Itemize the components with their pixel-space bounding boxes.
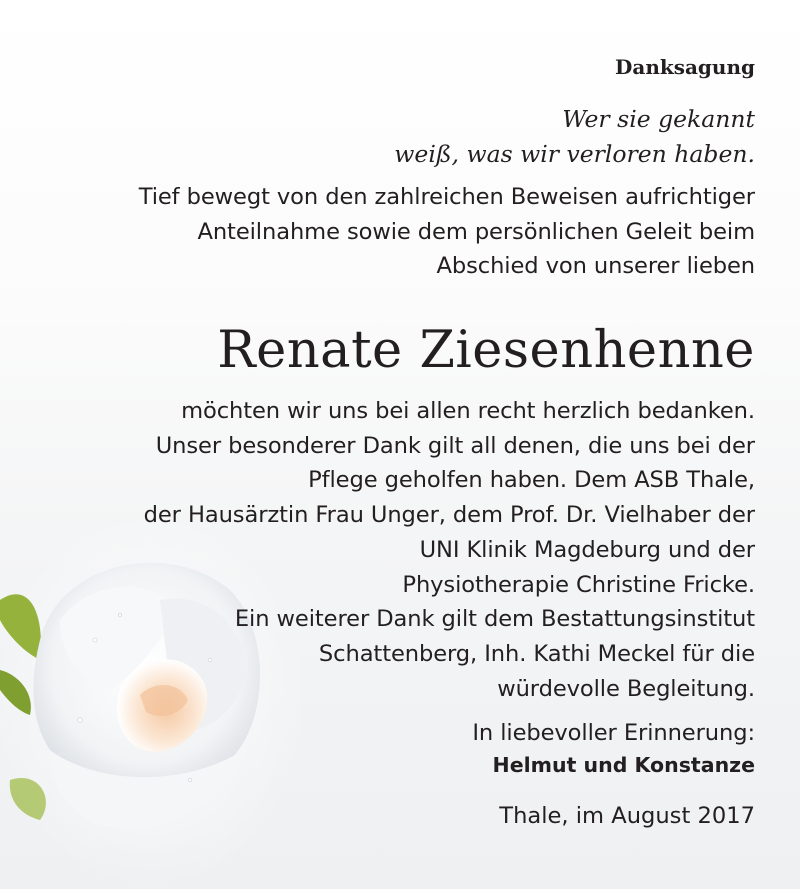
intro-line: Tief bewegt von den zahlreichen Beweisen aufrichtiger <box>138 184 755 210</box>
closing-line: In liebevoller Erinnerung: <box>472 720 755 746</box>
motto-line: weiß, was wir verloren haben. <box>394 140 755 168</box>
intro-paragraph <box>139 180 755 284</box>
thanks-line: der Hausärztin Frau Unger, dem Prof. Dr. Vielhaber der <box>143 502 755 529</box>
thanks-line: Physiotherapie Christine Fricke. <box>402 571 755 598</box>
intro-line: Abschied von unserer lieben <box>436 253 755 280</box>
thanks-line: würdevolle Begleitung. <box>497 675 755 702</box>
thanks-paragraph <box>144 394 755 706</box>
intro-line: Anteilnahme sowie dem persönlichen Geleit beim <box>197 218 755 245</box>
thanks-line: Pflege geholfen haben. Dem ASB Thale, <box>308 467 755 494</box>
thanks-line: möchten wir uns bei allen recht herzlich bedanken. <box>181 398 755 424</box>
signature-names: Helmut und Konstanze <box>492 753 755 777</box>
notice-heading: Danksagung <box>615 55 755 79</box>
thanks-line: Schattenberg, Inh. Kathi Meckel für die <box>318 640 755 667</box>
thanks-line: Ein weiterer Dank gilt dem Bestattungsinstitut <box>234 606 755 633</box>
place-date-line: Thale, im August 2017 <box>499 803 755 829</box>
deceased-name: Renate Ziesenhenne <box>217 321 755 380</box>
motto-quote <box>394 102 755 172</box>
motto-line: Wer sie gekannt <box>562 105 755 133</box>
thanks-line: Unser besonderer Dank gilt all denen, die uns bei der <box>155 432 755 459</box>
thanks-line: UNI Klinik Magdeburg und der <box>419 536 755 563</box>
